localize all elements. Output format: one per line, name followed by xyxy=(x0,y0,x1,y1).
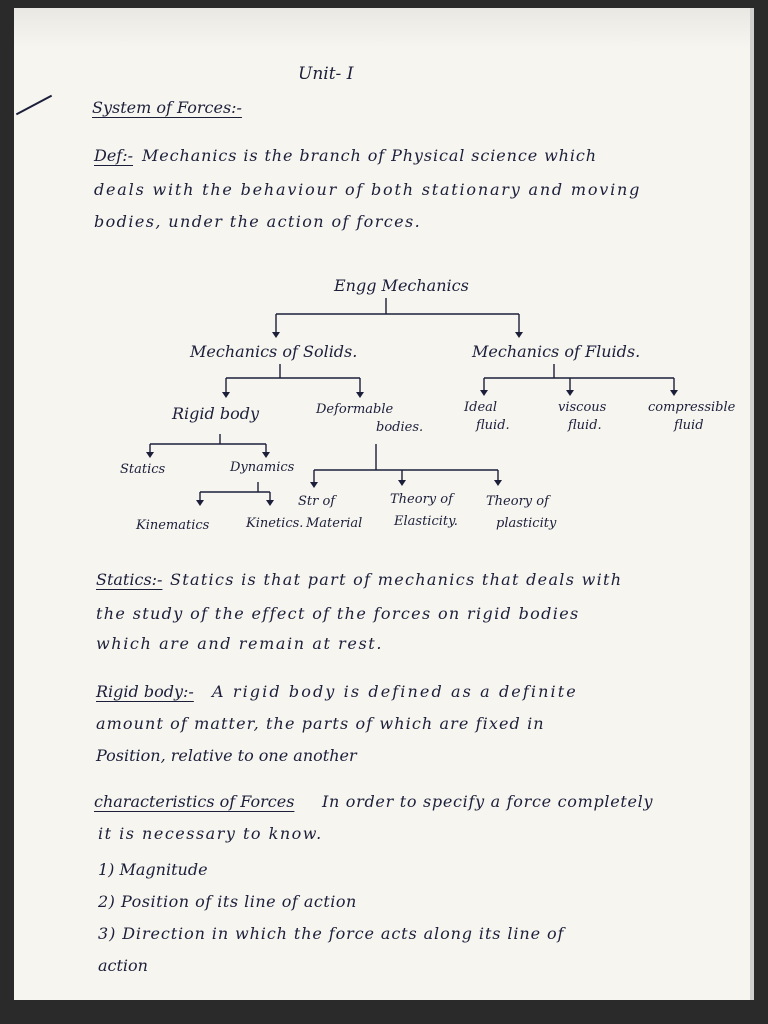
notebook-page xyxy=(14,8,754,1000)
tree-node-kinetics: Kinetics. xyxy=(246,516,304,531)
statics-line-2: the study of the effect of the forces on rigid bodies xyxy=(96,604,580,623)
tree-node-viscous-fluid-2: fluid. xyxy=(568,418,602,433)
tree-node-mechanics-of-fluids: Mechanics of Fluids. xyxy=(472,342,641,361)
characteristics-item-1: 1) Magnitude xyxy=(98,860,208,879)
tree-root-engg-mechanics: Engg Mechanics xyxy=(334,276,469,295)
statics-label: Statics:- xyxy=(96,570,163,589)
statics-line-3: which are and remain at rest. xyxy=(96,634,384,653)
tree-node-theory-of-elasticity-2: Elasticity. xyxy=(394,514,458,529)
definition-line-2: deals with the behaviour of both stationary and moving xyxy=(94,180,642,199)
tree-node-dynamics: Dynamics xyxy=(230,460,295,475)
tree-node-theory-of-elasticity-1: Theory of xyxy=(390,492,453,507)
rigid-body-line-3: Position, relative to one another xyxy=(96,746,357,765)
tree-node-theory-of-plasticity-1: Theory of xyxy=(486,494,549,509)
statics-line-1: Statics is that part of mechanics that deals with xyxy=(170,570,623,589)
characteristics-line-2: it is necessary to know. xyxy=(98,824,323,843)
tree-node-deformable-2: bodies. xyxy=(376,420,424,435)
tree-node-deformable-1: Deformable xyxy=(316,402,394,417)
rigid-body-label: Rigid body:- xyxy=(96,682,194,701)
characteristics-item-4: action xyxy=(98,956,148,975)
definition-line-3: bodies, under the action of forces. xyxy=(94,212,422,231)
tree-node-theory-of-plasticity-2: plasticity xyxy=(496,516,557,531)
tree-node-viscous-fluid-1: viscous xyxy=(558,400,607,415)
tree-node-ideal-fluid-1: Ideal xyxy=(464,400,498,415)
rigid-body-line-1: A rigid body is defined as a definite xyxy=(212,682,578,701)
tree-node-ideal-fluid-2: fluid. xyxy=(476,418,510,433)
tree-node-strength-of-material-2: Material xyxy=(306,516,363,531)
topic-heading: System of Forces:- xyxy=(92,98,242,117)
tree-node-kinematics: Kinematics xyxy=(136,518,210,533)
unit-heading: Unit- I xyxy=(298,64,354,84)
characteristics-label: characteristics of Forces xyxy=(94,792,295,811)
rigid-body-line-2: amount of matter, the parts of which are fixed in xyxy=(96,714,545,733)
tree-node-compressible-fluid-1: compressible xyxy=(648,400,736,415)
characteristics-item-3: 3) Direction in which the force acts along its line of xyxy=(98,924,565,943)
classification-tree xyxy=(14,8,750,1000)
tree-node-strength-of-material-1: Str of xyxy=(298,494,336,509)
definition-label: Def:- xyxy=(94,146,134,165)
tree-node-mechanics-of-solids: Mechanics of Solids. xyxy=(190,342,358,361)
characteristics-line-1: In order to specify a force completely xyxy=(322,792,654,811)
definition-line-1: Mechanics is the branch of Physical science which xyxy=(142,146,597,165)
tree-node-statics: Statics xyxy=(120,462,166,477)
characteristics-item-2: 2) Position of its line of action xyxy=(98,892,357,911)
tree-node-compressible-fluid-2: fluid xyxy=(674,418,704,433)
tree-node-rigid-body: Rigid body xyxy=(172,404,260,423)
